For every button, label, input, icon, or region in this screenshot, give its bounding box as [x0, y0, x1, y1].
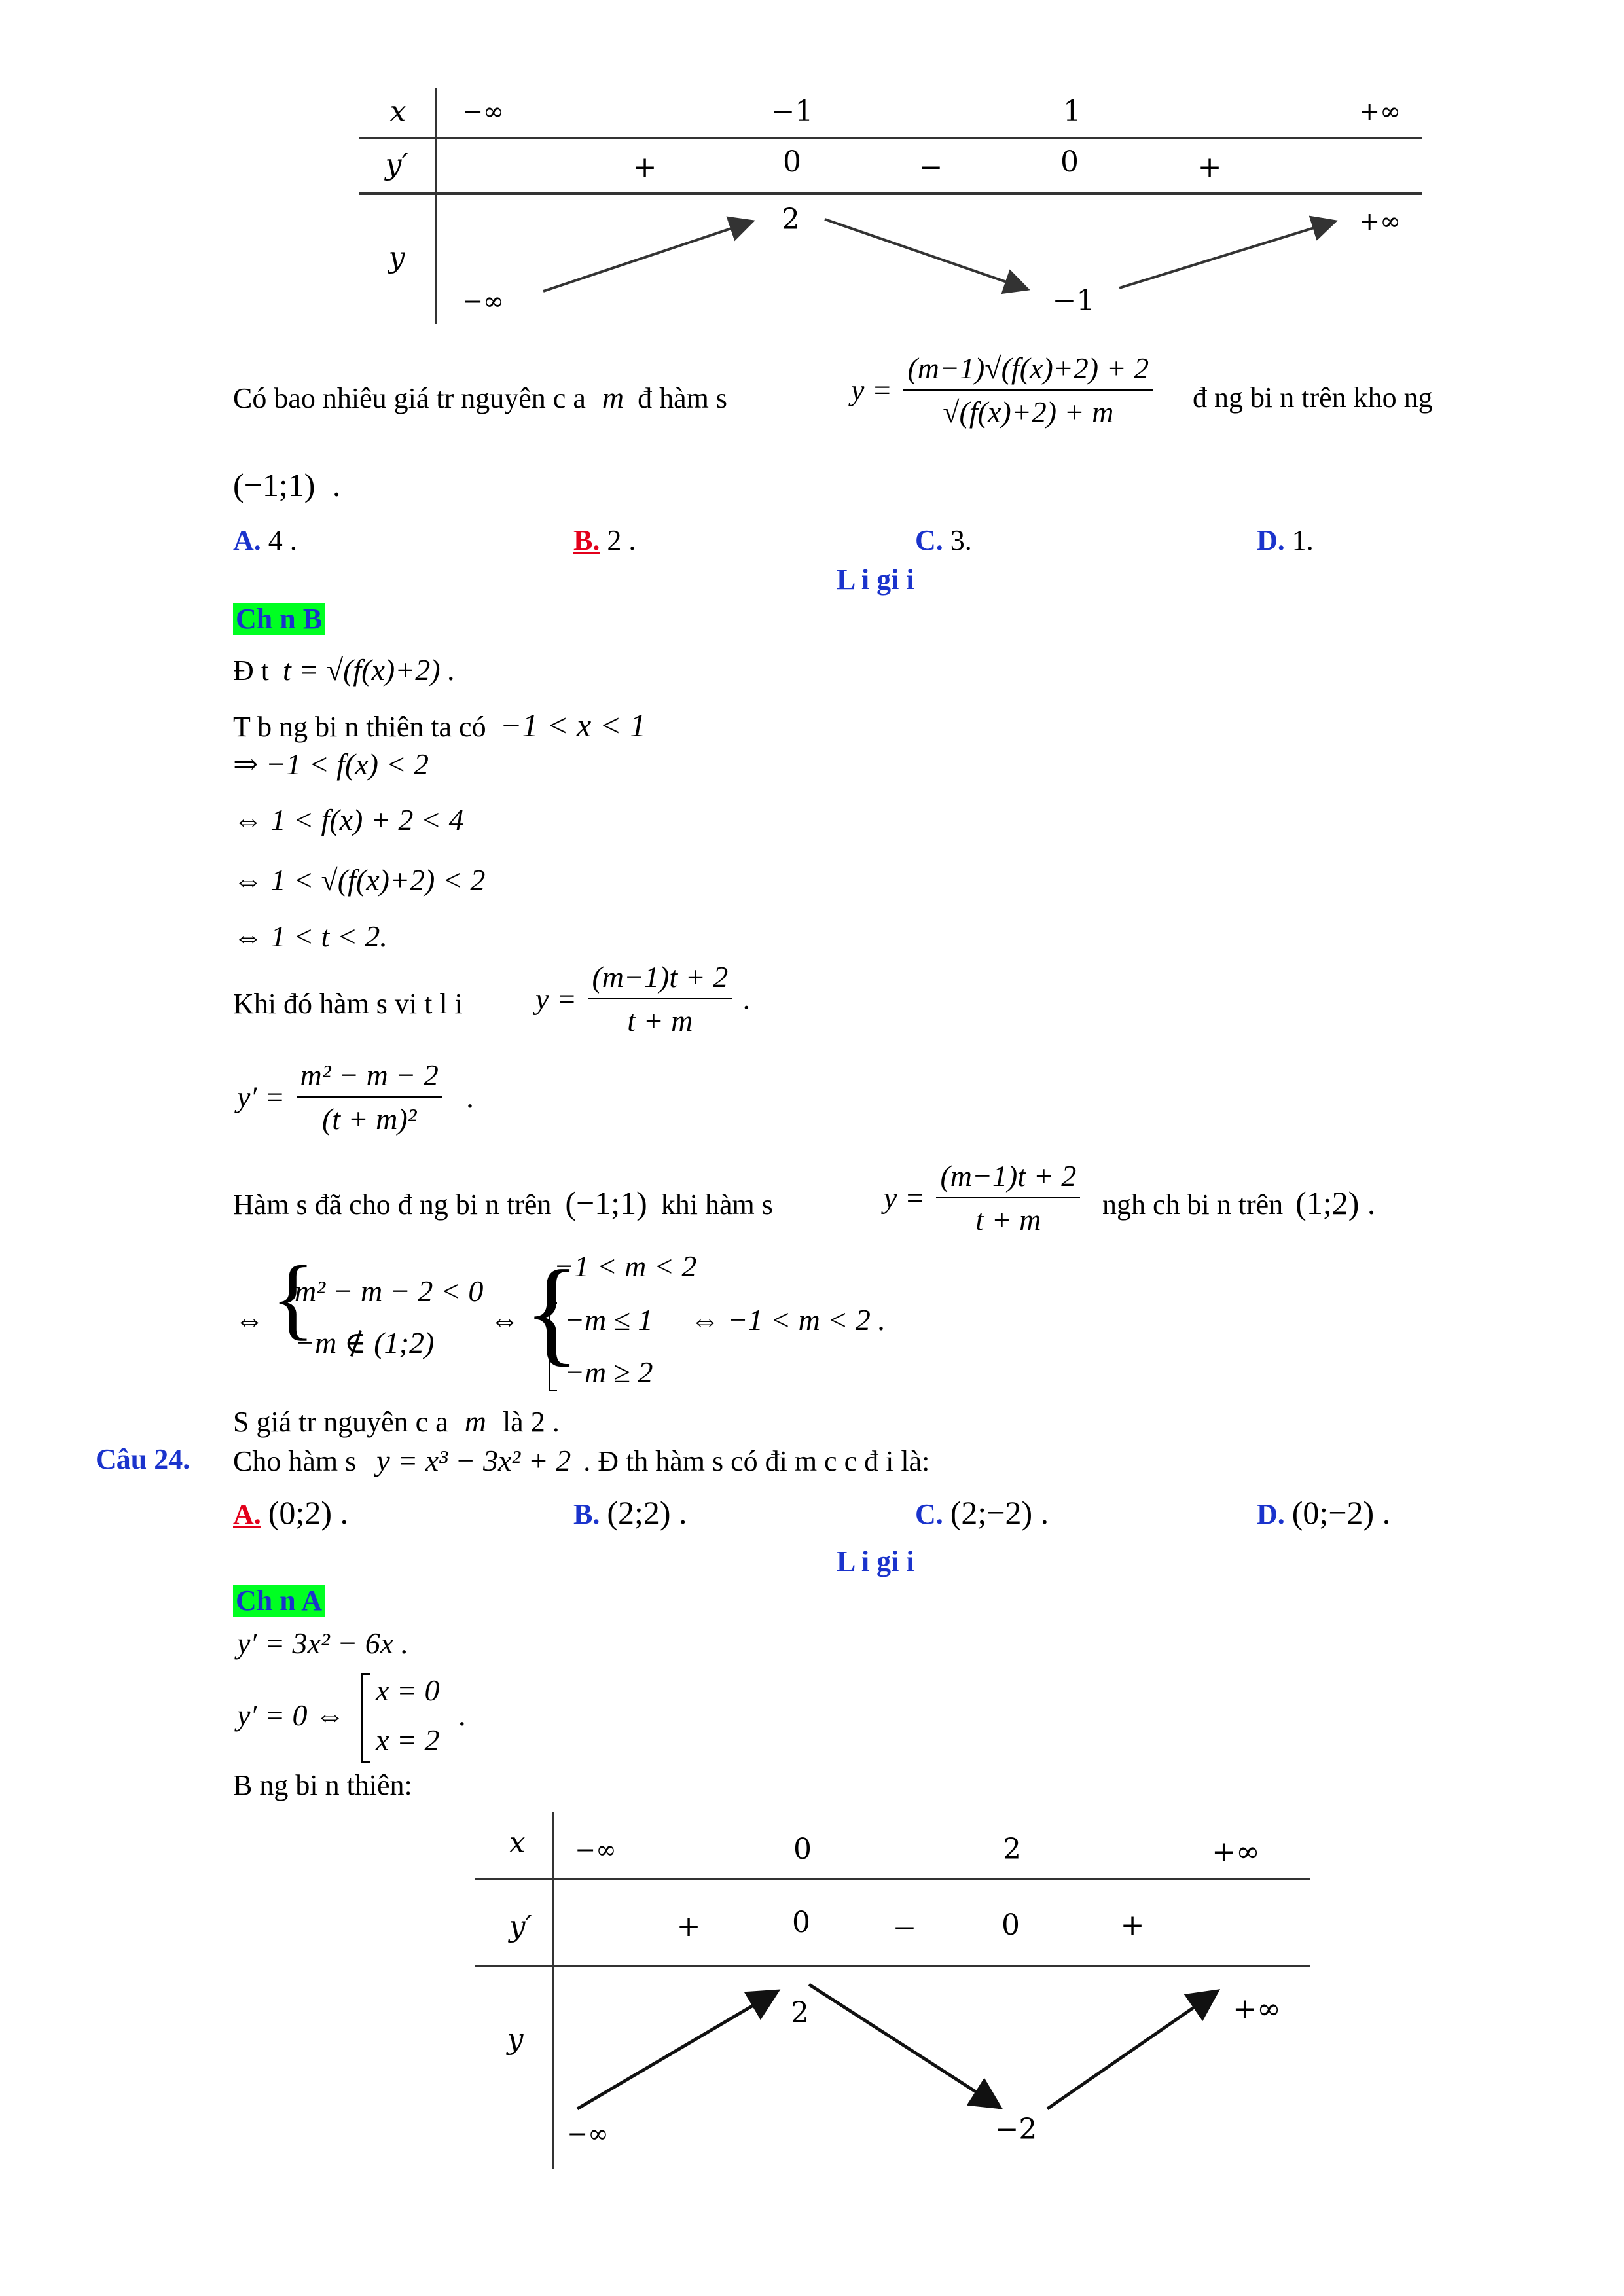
q24-option-b[interactable]: [573, 1494, 687, 1532]
q24-solution-title: L i gi i: [837, 1545, 914, 1577]
q23-cond-post: ngh ch bi n trên: [1102, 1189, 1284, 1221]
q24-func: y = x³ − 3x² + 2: [376, 1444, 571, 1477]
table1-label-x: x: [389, 95, 406, 128]
q23-cond-numerator: (m−1)t + 2: [936, 1158, 1080, 1198]
table2-label-y: y: [507, 2022, 524, 2056]
table2-x-pos-inf: +∞: [1212, 1835, 1260, 1869]
table2-yp-plus-2: +: [1120, 1909, 1145, 1942]
q23-tu-math: −1 < x < 1: [499, 707, 646, 744]
q23-option-c-label: C.: [915, 524, 943, 556]
q23-option-a-label: A.: [233, 524, 261, 556]
q23-deriv-fraction: [297, 1058, 442, 1136]
table1-x-1: 1: [1063, 95, 1081, 128]
q24-option-d[interactable]: [1257, 1494, 1390, 1532]
q23-step-tu: [233, 707, 646, 745]
q23-cond-pre: Hàm s đã cho đ ng bi n trên: [233, 1189, 552, 1221]
q23-derivative: [237, 1058, 475, 1136]
q23-cond-line: [233, 1185, 773, 1223]
q23-sys1-a: m² − m − 2 < 0: [295, 1274, 484, 1308]
q24-zero-bracket: [361, 1673, 370, 1763]
table1-yp-plus-1: +: [632, 151, 657, 184]
q23-option-a[interactable]: [233, 524, 297, 557]
table2-y-pos-inf: +∞: [1233, 1992, 1281, 2026]
q23-func-y: y =: [851, 373, 892, 407]
table1-yp-plus-2: +: [1197, 151, 1222, 184]
q23-chosen-label: Ch n B: [233, 603, 325, 635]
q24-table-title: B ng bi n thiên:: [233, 1769, 412, 1801]
table1-arrow-down: [825, 219, 1028, 289]
q24-option-d-value: (0;−2) .: [1291, 1494, 1391, 1531]
table1-y-neg-inf: −∞: [462, 287, 504, 315]
q23-cond-function: [884, 1158, 1084, 1237]
q23-khi-pre: Khi đó hàm s vi t l i: [233, 988, 463, 1020]
q23-cond-int1: (−1;1): [565, 1185, 647, 1221]
q23-step-2: ⇔ 1 < f(x) + 2 < 4: [233, 803, 464, 836]
q24-derivative: y′ = 3x² − 6x .: [237, 1626, 409, 1660]
q24-option-d-label: D.: [1257, 1498, 1285, 1530]
q23-step-4: ⇔ 1 < t < 2.: [233, 920, 388, 953]
table2-y-minus2: −2: [994, 2113, 1038, 2146]
q23-sys1-b: −m ∉ (1;2): [295, 1326, 435, 1359]
q23-stem-mid: đ hàm s: [638, 382, 727, 414]
q23-option-a-value: 4 .: [268, 524, 297, 556]
q24-chosen-label: Ch n A: [233, 1585, 325, 1617]
q23-cond-y: y =: [884, 1181, 925, 1215]
q23-option-c-value: 3.: [950, 524, 972, 556]
table1-yp-zero-1: 0: [783, 145, 801, 179]
q24-option-a-value: (0;2) .: [268, 1494, 348, 1531]
q24-stem-post: . Đ th hàm s có đi m c c đ i là:: [583, 1445, 930, 1477]
q23-option-d-value: 1.: [1291, 524, 1314, 556]
q23-sys2-c: −m ≥ 2: [564, 1355, 653, 1389]
table1-label-y: y: [388, 241, 405, 274]
table2-arrow-up-1: [577, 1991, 778, 2109]
q23-option-c[interactable]: [915, 524, 972, 557]
table1-yp-zero-2: 0: [1060, 145, 1079, 179]
q24-option-a-label: A.: [233, 1498, 261, 1530]
q24-option-b-value: (2;2) .: [607, 1494, 687, 1531]
q23-func-fraction: [903, 351, 1153, 429]
q23-stem-post: đ ng bi n trên kho ng: [1193, 382, 1433, 414]
table2-arrows: [0, 1931, 1624, 2193]
table1-y-minus1: −1: [1052, 284, 1095, 317]
q24-option-a[interactable]: [233, 1494, 348, 1532]
q23-khi-dot: .: [743, 982, 751, 1016]
q23-khi-fraction: [588, 960, 732, 1038]
q23-cond-int2: (1;2) .: [1295, 1185, 1376, 1221]
q24-stem: [233, 1443, 929, 1480]
q23-dat-math: t = √(f(x)+2) .: [283, 653, 456, 687]
table1-x-minus1: −1: [770, 95, 814, 128]
q23-sys2-b: −m ≤ 1: [564, 1303, 653, 1336]
table1-x-neg-inf: −∞: [462, 97, 504, 126]
q24-option-c-label: C.: [915, 1498, 943, 1530]
q24-stem-pre: Cho hàm s: [233, 1445, 357, 1477]
table1-yp-minus: −: [918, 151, 943, 184]
q23-interval-dot: .: [332, 467, 341, 503]
q23-khi-line: [233, 986, 463, 1022]
q23-sys2-bracket: [549, 1302, 557, 1391]
q23-conclusion: [233, 1403, 560, 1441]
q23-dat-pre: Đ t: [233, 655, 269, 687]
q23-deriv-y: y′ =: [237, 1080, 285, 1114]
table2-yp-minus: −: [892, 1911, 917, 1945]
table2-x-neg-inf: −∞: [575, 1835, 617, 1864]
table1-arrow-up-1: [543, 221, 753, 291]
q23-func-denominator: √(f(x)+2) + m: [943, 395, 1114, 429]
table2-label-x: x: [509, 1826, 526, 1859]
q24-chosen-answer: [233, 1583, 325, 1619]
q24-zero-a: x = 0: [376, 1674, 440, 1707]
q23-step-3: ⇔ 1 < √(f(x)+2) < 2: [233, 863, 486, 897]
q23-var-m: m: [602, 381, 624, 414]
table1-y-pos-inf: +∞: [1359, 207, 1401, 236]
q23-deriv-dot: .: [467, 1080, 475, 1114]
table2-hline-1: [475, 1878, 1310, 1880]
q23-step-dat: [233, 652, 456, 689]
table2-yp-plus-1: +: [676, 1910, 701, 1943]
q23-sys-brace: {: [271, 1247, 316, 1349]
q23-option-b[interactable]: [573, 524, 636, 557]
q24-zero-pre: y′ = 0 ⇔: [237, 1698, 346, 1732]
q24-option-c[interactable]: [915, 1494, 1049, 1532]
q23-cond-post-line: [1102, 1185, 1375, 1223]
table2-yp-zero-2: 0: [1001, 1909, 1020, 1942]
table1-label-yprime: y′: [385, 148, 408, 181]
q24-label: Câu 24.: [96, 1443, 190, 1475]
q23-khi-function: [535, 960, 751, 1038]
q23-func-numerator: (m−1)√(f(x)+2) + 2: [903, 351, 1153, 391]
q23-conclusion-pre: S giá tr nguyên c a: [233, 1406, 448, 1438]
q23-chosen-answer: [233, 601, 325, 637]
q23-khi-denominator: t + m: [627, 1004, 693, 1037]
q23-cond-denominator: t + m: [975, 1203, 1041, 1236]
q23-sys-arrow-1: ⇔: [234, 1303, 264, 1336]
q23-solution-title: L i gi i: [837, 564, 914, 596]
q24-option-b-label: B.: [573, 1498, 600, 1530]
q23-conclusion-m: m: [464, 1405, 486, 1438]
table2-yp-zero-1: 0: [792, 1906, 810, 1939]
q23-stem-pre: Có bao nhiêu giá tr nguyên c a: [233, 382, 586, 414]
table2-x-0: 0: [793, 1833, 812, 1866]
table2-label-yprime: y′: [509, 1910, 532, 1943]
q23-interval-line: [233, 466, 340, 504]
q23-deriv-numerator: m² − m − 2: [297, 1058, 442, 1098]
table2-arrow-down: [809, 1984, 1000, 2108]
q23-option-d[interactable]: [1257, 524, 1314, 557]
table1-x-pos-inf: +∞: [1359, 97, 1401, 126]
table1-y-2: 2: [782, 203, 800, 236]
q23-step-1: ⇒ −1 < f(x) < 2: [233, 747, 429, 781]
q23-conclusion-post: là 2 .: [502, 1406, 560, 1438]
q23-stem-line: [233, 380, 727, 417]
q23-cond-mid: khi hàm s: [660, 1189, 773, 1221]
q23-sys2-brace: {: [524, 1246, 581, 1376]
q24-zero-dot: .: [458, 1698, 466, 1732]
q24-option-c-value: (2;−2) .: [950, 1494, 1049, 1531]
q23-option-b-label: B.: [573, 524, 600, 556]
table2-y-2: 2: [791, 1996, 809, 2030]
table2-x-2: 2: [1003, 1833, 1021, 1866]
q23-option-b-value: 2 .: [607, 524, 636, 556]
q23-tu-pre: T b ng bi n thiên ta có: [233, 711, 486, 743]
table2-y-neg-inf: −∞: [567, 2119, 609, 2148]
q24-zero-b: x = 2: [376, 1723, 440, 1757]
q23-sys-arrow-2: ⇔: [490, 1303, 520, 1336]
table2-arrow-up-2: [1047, 1991, 1218, 2109]
q23-sys-result: ⇔ −1 < m < 2 .: [690, 1303, 886, 1336]
q23-khi-numerator: (m−1)t + 2: [588, 960, 732, 999]
table1-arrow-up-2: [1119, 221, 1335, 288]
table1-arrows: [0, 0, 1624, 340]
q23-function: [851, 351, 1157, 429]
q23-khi-y: y =: [535, 982, 577, 1016]
q23-deriv-denominator: (t + m)²: [321, 1102, 417, 1136]
q23-sys2-a: −1 < m < 2: [554, 1249, 697, 1283]
q23-cond-fraction: [936, 1158, 1080, 1237]
q23-option-d-label: D.: [1257, 524, 1285, 556]
q23-interval: (−1;1): [233, 467, 316, 503]
